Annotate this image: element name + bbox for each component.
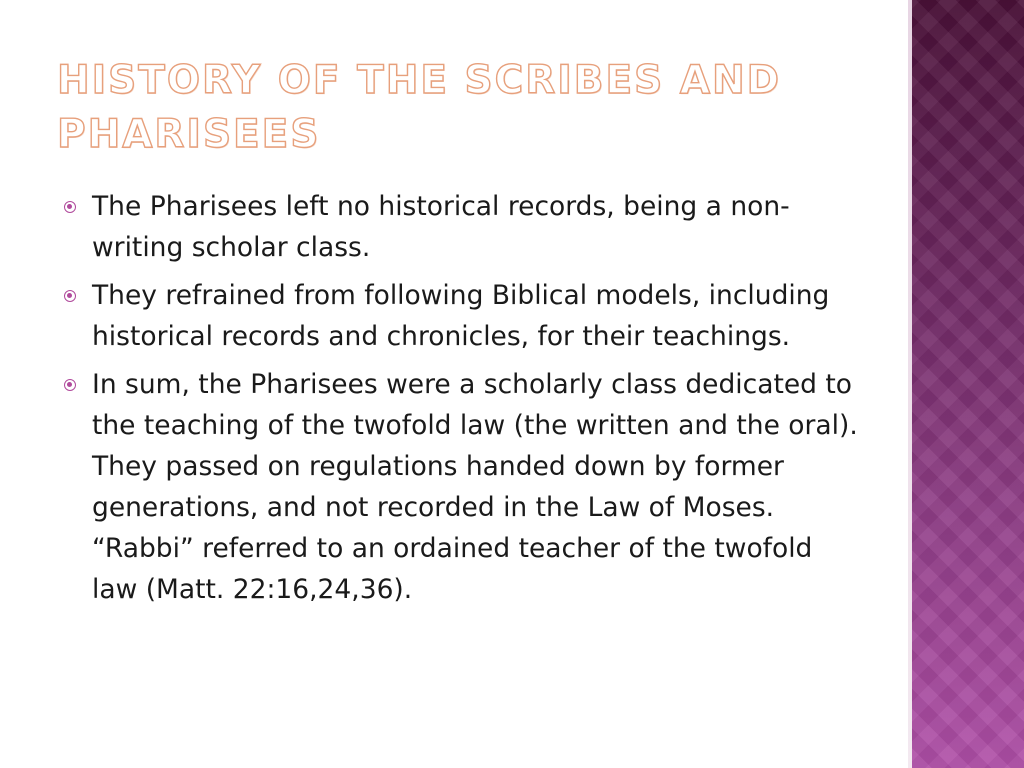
circle-dot-icon [64, 379, 76, 391]
decorative-side-panel [912, 0, 1024, 768]
list-item [62, 275, 862, 357]
circle-dot-icon [64, 201, 76, 213]
circle-dot-icon [64, 290, 76, 302]
bullet-text: The Pharisees left no historical records, being a non-writing scholar class. [92, 191, 790, 263]
list-item [62, 364, 862, 610]
list-item [62, 186, 862, 268]
slide-title: HISTORY OF THE SCRIBES AND PHARISEES [57, 58, 782, 157]
bullet-text: In sum, the Pharisees were a scholarly class dedicated to the teaching of the twofold law (the written and the oral). They passed on regulations handed down by former generations, and not recorded in the Law of Moses. “Rabbi” referred to an ordained teacher of the twofold law (Matt. 22:16,24,36). [92, 369, 858, 605]
bullet-text: They refrained from following Biblical models, including historical records and chronicles, for their teachings. [92, 280, 830, 352]
bullet-list [62, 186, 862, 617]
